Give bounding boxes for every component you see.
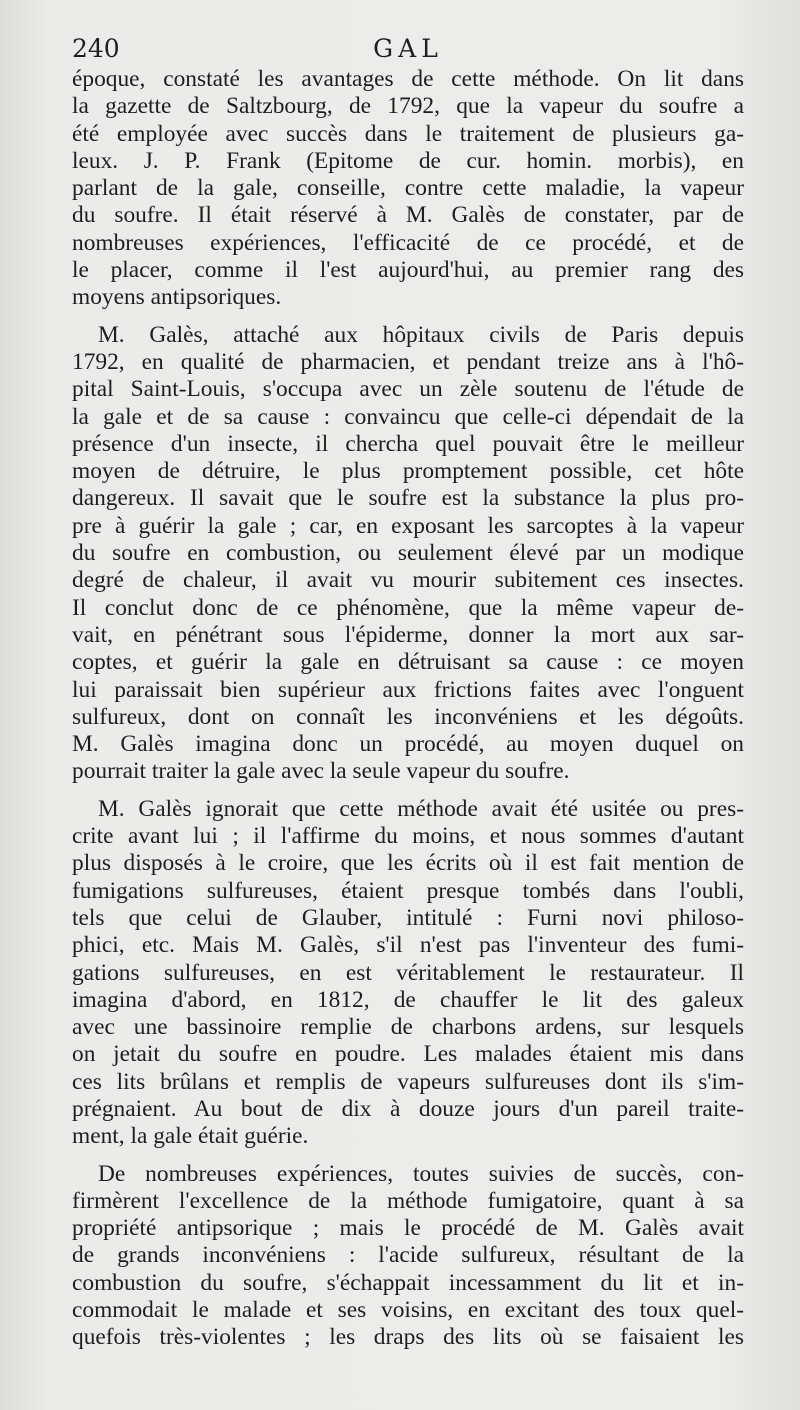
text-line: tels que celui de Glauber, intitulé : Furni novi philoso-	[72, 904, 744, 931]
text-line: De nombreuses expériences, toutes suivies de succès, con-	[98, 1160, 744, 1187]
text-line: moyen de détruire, le plus promptement possible, cet hôte	[72, 458, 744, 485]
text-line: lui paraissait bien supérieur aux frictions faites avec l'onguent	[72, 676, 744, 703]
text-line: du soufre en combustion, ou seulement élevé par un modique	[72, 540, 744, 567]
text-line: M. Galès, attaché aux hôpitaux civils de Paris depuis	[98, 321, 744, 348]
text-line: crite avant lui ; il l'affirme du moins, et nous sommes d'autant	[72, 823, 744, 850]
text-line: gations sulfureuses, en est véritablement le restaurateur. Il	[72, 959, 744, 986]
text-line: parlant de la gale, conseille, contre cette maladie, la vapeur	[72, 175, 744, 202]
text-line: firmèrent l'excellence de la méthode fumigatoire, quant à sa	[72, 1187, 744, 1214]
running-head	[72, 34, 744, 68]
text-line: la gazette de Saltzbourg, de 1792, que la vapeur du soufre a	[72, 93, 744, 120]
text-line: on jetait du soufre en poudre. Les malades étaient mis dans	[72, 1041, 744, 1068]
text-line: la gale et de sa cause : convaincu que celle-ci dépendait de la	[72, 403, 744, 430]
section-title: GAL	[373, 34, 443, 63]
text-line: 1792, en qualité de pharmacien, et pendant treize ans à l'hô-	[72, 348, 744, 375]
text-line: leux. J. P. Frank (Epitome de cur. homin. morbis), en	[72, 147, 744, 174]
text-line: degré de chaleur, il avait vu mourir subitement ces insectes.	[72, 567, 744, 594]
text-line: M. Galès imagina donc un procédé, au moyen duquel on	[72, 731, 744, 758]
text-line: quefois très-violentes ; les draps des lits où se faisaient les	[72, 1324, 744, 1351]
body-text	[72, 66, 744, 1362]
paragraph	[72, 1161, 744, 1352]
text-line: le placer, comme il l'est aujourd'hui, au premier rang des	[72, 257, 744, 284]
text-line: propriété antipsorique ; mais le procédé de M. Galès avait	[72, 1215, 744, 1242]
text-line: moyens antipsoriques.	[72, 284, 282, 311]
text-line: vait, en pénétrant sous l'épiderme, donner la mort aux sar-	[72, 621, 744, 648]
text-line: plus disposés à le croire, que les écrits où il est fait mention de	[72, 850, 744, 877]
paragraph	[72, 322, 744, 786]
text-line: prégnaient. Au bout de dix à douze jours d'un pareil traite-	[72, 1095, 744, 1122]
page-number: 240	[72, 34, 120, 63]
text-line: époque, constaté les avantages de cette méthode. On lit dans	[72, 66, 744, 92]
text-line: pre à guérir la gale ; car, en exposant les sarcoptes à la vapeur	[72, 512, 744, 539]
text-line: dangereux. Il savait que le soufre est la substance la plus pro-	[72, 485, 744, 512]
text-line: combustion du soufre, s'échappait incessamment du lit et in-	[72, 1269, 744, 1296]
paragraph	[72, 796, 744, 1151]
text-line: pourrait traiter la gale avec la seule vapeur du soufre.	[72, 758, 570, 785]
text-line: nombreuses expériences, l'efficacité de ce procédé, et de	[72, 229, 744, 256]
text-line: présence d'un insecte, il chercha quel pouvait être le meilleur	[72, 430, 744, 457]
text-line: du soufre. Il était réservé à M. Galès de constater, par de	[72, 202, 744, 229]
text-line: coptes, et guérir la gale en détruisant sa cause : ce moyen	[72, 649, 744, 676]
text-line: fumigations sulfureuses, étaient presque tombés dans l'oubli,	[72, 877, 744, 904]
text-line: commodait le malade et ses voisins, en excitant des toux quel-	[72, 1297, 744, 1324]
text-line: ment, la gale était guérie.	[72, 1123, 309, 1150]
text-line: imagina d'abord, en 1812, de chauffer le lit des galeux	[72, 986, 744, 1013]
paragraph	[72, 66, 744, 312]
text-line: avec une bassinoire remplie de charbons ardens, sur lesquels	[72, 1014, 744, 1041]
text-line: sulfureux, dont on connaît les inconvéniens et les dégoûts.	[72, 703, 744, 730]
text-line: Il conclut donc de ce phénomène, que la même vapeur de-	[72, 594, 744, 621]
text-line: ces lits brûlans et remplis de vapeurs sulfureuses dont ils s'im-	[72, 1068, 744, 1095]
text-line: de grands inconvéniens : l'acide sulfureux, résultant de la	[72, 1242, 744, 1269]
text-line: pital Saint-Louis, s'occupa avec un zèle soutenu de l'étude de	[72, 376, 744, 403]
text-line: été employée avec succès dans le traitement de plusieurs ga-	[72, 120, 744, 147]
text-line: M. Galès ignorait que cette méthode avait été usitée ou pres-	[98, 795, 744, 822]
text-line: phici, etc. Mais M. Galès, s'il n'est pas l'inventeur des fumi-	[72, 932, 744, 959]
